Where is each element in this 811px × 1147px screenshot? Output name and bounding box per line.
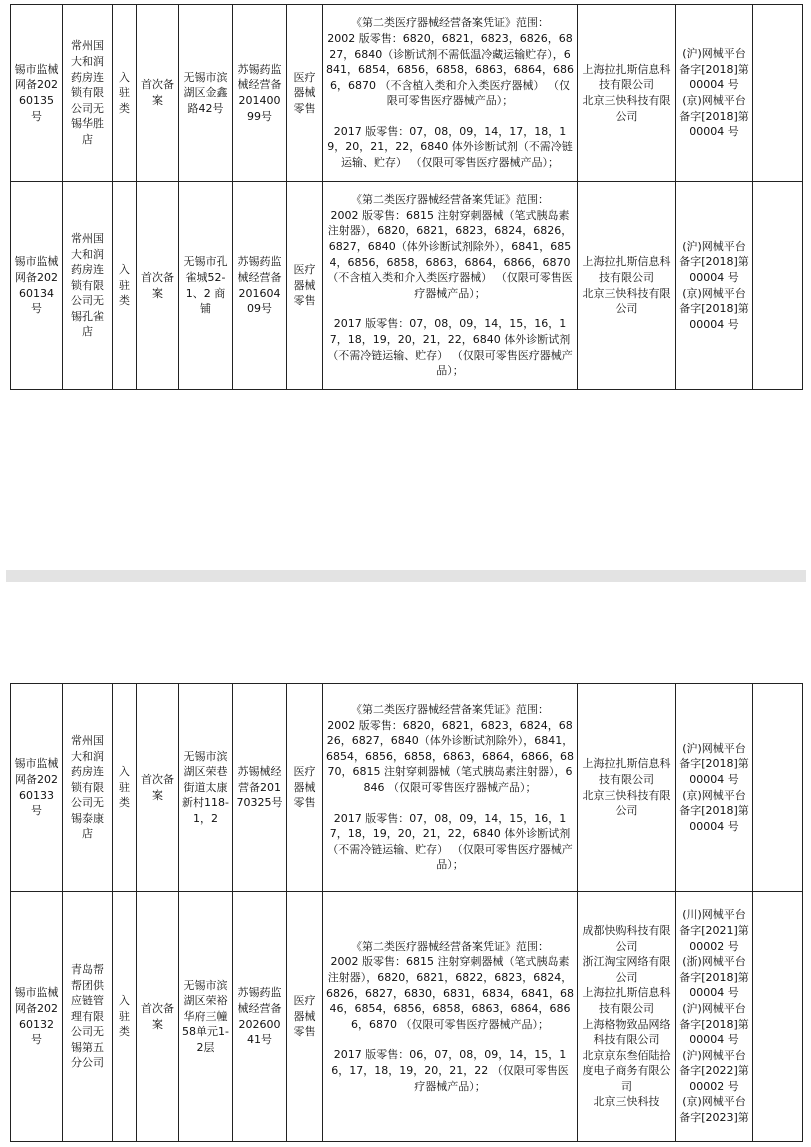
- remark: [753, 684, 803, 892]
- scope-heading: 《第二类医疗器械经营备案凭证》范围：: [351, 193, 549, 207]
- page-separator: [6, 570, 806, 582]
- platform-filings: [676, 5, 753, 182]
- license-number: 苏锡药监械经营备20160409号: [233, 182, 287, 390]
- scope-heading: 《第二类医疗器械经营备案凭证》范围：: [351, 16, 549, 30]
- platform-filing: (京)网械平台备字[2023]第: [679, 1095, 749, 1125]
- platform-names: [578, 182, 676, 390]
- platform-filing: (京)网械平台备字[2018]第00004 号: [679, 788, 749, 833]
- address: 无锡市滨湖区金鑫路42号: [179, 5, 233, 182]
- platform-filing: (京)网械平台备字[2018]第00004 号: [679, 94, 749, 139]
- platform-name: 北京京东叁佰陆拾度电子商务有限公司: [582, 1048, 671, 1093]
- document-page-1: [0, 0, 811, 566]
- table-row: [11, 892, 803, 1142]
- license-number: 苏锡药监械经营备20140099号: [233, 5, 287, 182]
- table-row: [11, 5, 803, 182]
- platform-filing: (京)网械平台备字[2018]第00004 号: [679, 286, 749, 331]
- scope-2002: 2002 版零售：6820，6821，6823，6826，6827，6840（诊断试剂不需低温冷藏运输贮存），6841，6854，6856，6858，6863，6864，6866，6870 （不含植入类和介入类医疗器械） （仅限可零售医疗器械产品）；: [326, 31, 574, 108]
- business-type: 医疗器械零售: [287, 182, 323, 390]
- record-number: 锡市监械网备20260134号: [11, 182, 63, 390]
- license-number: 苏锡药监械经营备20260041号: [233, 892, 287, 1142]
- platform-filing: (沪)网械平台备字[2022]第00002 号: [679, 1048, 749, 1093]
- platform-filings: [676, 182, 753, 390]
- platform-name: 北京三快科技有限公司: [582, 286, 671, 316]
- scope-2002: 2002 版零售：6820，6821，6823，6824，6826，6827，6840（体外诊断试剂除外），6841，6854，6856，6858，6863，6864，6866，6870，6815 注射穿刺器械（笔式胰岛素注射器），6846 （仅限可零售医疗器械产品）；: [326, 718, 574, 794]
- platform-filings: [676, 684, 753, 892]
- scope-2017: 2017 版零售：07，08，09，14，15，16，17，18，19，20，21，22，6840 体外诊断试剂（不需冷链运输、贮存） （仅限可零售医疗器械产品）；: [327, 811, 573, 872]
- platform-filing: (沪)网械平台备字[2018]第00004 号: [679, 741, 749, 786]
- filing-type: 首次备案: [137, 5, 179, 182]
- remark: [753, 182, 803, 390]
- enterprise-name: 常州国大和润药房连锁有限公司无锡华胜店: [63, 5, 113, 182]
- scope-2002: 2002 版零售：6815 注射穿刺器械（笔式胰岛素注射器），6820，6821，6822，6823，6824，6826，6827，6830，6831，6834，6841，6846，6854，6856，6858，6863，6864，6866，6870 （仅限可零售医疗器械产品）；: [326, 955, 574, 1031]
- platform-filing: (川)网械平台备字[2021]第00002 号: [679, 908, 749, 953]
- category: 入驻类: [113, 5, 137, 182]
- filing-table: [10, 4, 803, 390]
- platform-name: 浙江淘宝网络有限公司: [582, 955, 671, 984]
- category: 入驻类: [113, 684, 137, 892]
- platform-name: 上海格物致品网络科技有限公司: [582, 1017, 671, 1047]
- remark: [753, 892, 803, 1142]
- platform-name: 成都快购科技有限公司: [582, 923, 671, 953]
- scope-2002: 2002 版零售：6815 注射穿刺器械（笔式胰岛素注射器），6820，6821，6823，6824，6826，6827，6840（体外诊断试剂除外），6841，6854，6856，6858，6863，6864，6866，6870（不含植入类和介入类医疗器械） （仅限可零售医疗器械产品）；: [327, 208, 573, 300]
- address: 无锡市滨湖区荣巷街道太康新村118-1，2: [179, 684, 233, 892]
- platform-name: 北京三快科技: [593, 1095, 660, 1109]
- scope-heading: 《第二类医疗器械经营备案凭证》范围：: [351, 939, 549, 953]
- scope-2017: 2017 版零售：07，08，09，14，17，18，19，20，21，22，6840 体外诊断试剂（不需冷链运输、贮存） （仅限可零售医疗器械产品）；: [327, 124, 573, 170]
- business-scope: [323, 892, 578, 1142]
- scope-heading: 《第二类医疗器械经营备案凭证》范围：: [351, 703, 549, 717]
- address: 无锡市孔雀城52-1、2 商铺: [179, 182, 233, 390]
- platform-filings: [676, 892, 753, 1142]
- license-number: 苏锡械经营备20170325号: [233, 684, 287, 892]
- platform-name: 北京三快科技有限公司: [582, 94, 671, 123]
- business-scope: [323, 182, 578, 390]
- category: 入驻类: [113, 892, 137, 1142]
- enterprise-name: 青岛帮帮团供应链管理有限公司无锡第五分公司: [63, 892, 113, 1142]
- filing-type: 首次备案: [137, 892, 179, 1142]
- platform-filing: (浙)网械平台备字[2018]第00004 号: [679, 955, 749, 1000]
- category: 入驻类: [113, 182, 137, 390]
- enterprise-name: 常州国大和润药房连锁有限公司无锡泰康店: [63, 684, 113, 892]
- address: 无锡市滨湖区荣裕华府三幢58单元1-2层: [179, 892, 233, 1142]
- remark: [753, 5, 803, 182]
- platform-name: 上海拉扎斯信息科技有限公司: [582, 255, 671, 284]
- business-scope: [323, 684, 578, 892]
- business-type: 医疗器械零售: [287, 5, 323, 182]
- platform-name: 上海拉扎斯信息科技有限公司: [582, 757, 671, 786]
- filing-type: 首次备案: [137, 684, 179, 892]
- table-row: [11, 684, 803, 892]
- scope-2017: 2017 版零售：07，08，09，14，15，16，17，18，19，20，21，22，6840 体外诊断试剂（不需冷链运输、贮存） （仅限可零售医疗器械产品）；: [327, 317, 573, 378]
- record-number: 锡市监械网备20260133号: [11, 684, 63, 892]
- scope-2017: 2017 版零售：06，07，08，09，14，15，16，17，18，19，20，21，22 （仅限可零售医疗器械产品）；: [331, 1048, 569, 1093]
- platform-name: 北京三快科技有限公司: [582, 788, 671, 818]
- record-number: 锡市监械网备20260135号: [11, 5, 63, 182]
- platform-filing: (沪)网械平台备字[2018]第00004 号: [679, 239, 749, 284]
- platform-filing: (沪)网械平台备字[2018]第00004 号: [679, 1001, 749, 1047]
- platform-names: [578, 5, 676, 182]
- business-type: 医疗器械零售: [287, 684, 323, 892]
- document-page-2: [0, 582, 811, 1147]
- platform-names: [578, 684, 676, 892]
- platform-name: 上海拉扎斯信息科技有限公司: [582, 986, 671, 1015]
- platform-names: [578, 892, 676, 1142]
- record-number: 锡市监械网备20260132号: [11, 892, 63, 1142]
- business-type: 医疗器械零售: [287, 892, 323, 1142]
- table-row: [11, 182, 803, 390]
- enterprise-name: 常州国大和润药房连锁有限公司无锡孔雀店: [63, 182, 113, 390]
- filing-table: [10, 683, 803, 1142]
- business-scope: [323, 5, 578, 182]
- filing-type: 首次备案: [137, 182, 179, 390]
- platform-name: 上海拉扎斯信息科技有限公司: [582, 62, 671, 92]
- platform-filing: (沪)网械平台备字[2018]第00004 号: [679, 47, 749, 92]
